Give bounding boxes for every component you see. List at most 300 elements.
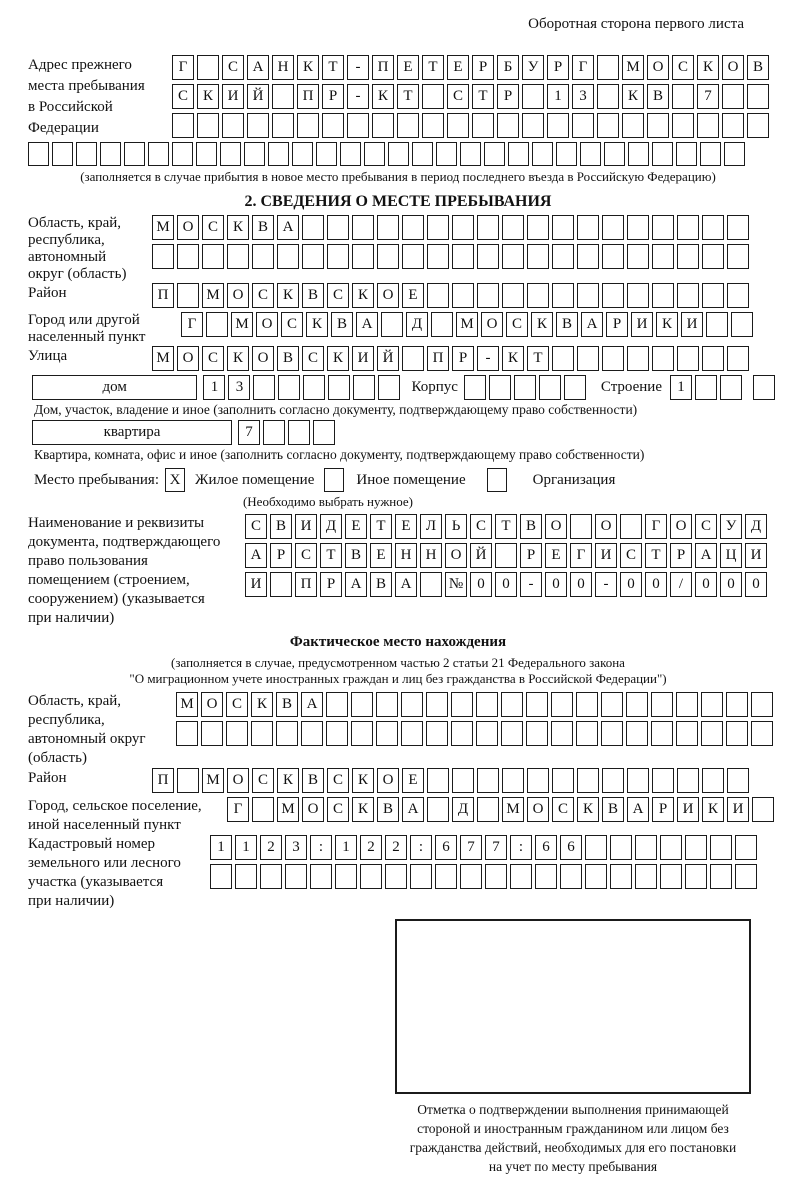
char-cell[interactable]: Т [370, 514, 392, 539]
char-cell[interactable]: Т [322, 55, 344, 80]
char-cell[interactable] [426, 721, 448, 746]
char-cell[interactable] [722, 84, 744, 109]
char-cell[interactable]: И [352, 346, 374, 371]
inoe-checkbox[interactable] [324, 468, 344, 492]
char-cell[interactable] [477, 215, 499, 240]
char-cell[interactable]: В [270, 514, 292, 539]
char-cell[interactable] [576, 721, 598, 746]
char-cell[interactable] [426, 692, 448, 717]
char-cell[interactable]: К [702, 797, 724, 822]
char-cell[interactable]: О [595, 514, 617, 539]
char-cell[interactable]: Р [670, 543, 692, 568]
char-cell[interactable]: Р [322, 84, 344, 109]
char-cell[interactable] [148, 142, 169, 166]
char-cell[interactable]: О [377, 768, 399, 793]
char-cell[interactable] [402, 244, 424, 269]
raion-cells[interactable] [152, 283, 752, 308]
char-cell[interactable] [451, 721, 473, 746]
char-cell[interactable] [285, 864, 307, 889]
char-cell[interactable]: И [677, 797, 699, 822]
char-cell[interactable] [340, 142, 361, 166]
char-cell[interactable] [602, 346, 624, 371]
char-cell[interactable] [124, 142, 145, 166]
char-cell[interactable] [577, 215, 599, 240]
char-cell[interactable] [753, 375, 775, 400]
char-cell[interactable] [431, 312, 453, 337]
char-cell[interactable] [288, 420, 310, 445]
kadastr-row-1[interactable] [210, 835, 760, 860]
oblast-row-2[interactable] [152, 244, 752, 269]
char-cell[interactable] [577, 244, 599, 269]
char-cell[interactable]: В [647, 84, 669, 109]
char-cell[interactable]: К [502, 346, 524, 371]
char-cell[interactable]: Р [547, 55, 569, 80]
char-cell[interactable] [724, 142, 745, 166]
char-cell[interactable]: С [506, 312, 528, 337]
char-cell[interactable] [227, 244, 249, 269]
char-cell[interactable]: А [345, 572, 367, 597]
char-cell[interactable]: Т [397, 84, 419, 109]
char-cell[interactable] [76, 142, 97, 166]
char-cell[interactable] [253, 375, 275, 400]
char-cell[interactable] [210, 864, 232, 889]
char-cell[interactable]: О [252, 346, 274, 371]
char-cell[interactable]: 3 [572, 84, 594, 109]
char-cell[interactable] [685, 835, 707, 860]
char-cell[interactable]: О [201, 692, 223, 717]
char-cell[interactable] [278, 375, 300, 400]
char-cell[interactable] [710, 864, 732, 889]
char-cell[interactable]: 0 [495, 572, 517, 597]
char-cell[interactable]: П [152, 768, 174, 793]
char-cell[interactable]: К [197, 84, 219, 109]
char-cell[interactable]: О [445, 543, 467, 568]
prev-address-row-2[interactable] [172, 84, 772, 109]
char-cell[interactable]: М [202, 283, 224, 308]
char-cell[interactable] [720, 375, 742, 400]
char-cell[interactable] [731, 312, 753, 337]
char-cell[interactable]: Т [422, 55, 444, 80]
oblast-row-1[interactable] [152, 215, 752, 240]
char-cell[interactable]: Р [497, 84, 519, 109]
char-cell[interactable] [385, 864, 407, 889]
char-cell[interactable] [510, 864, 532, 889]
char-cell[interactable] [610, 835, 632, 860]
char-cell[interactable]: М [456, 312, 478, 337]
char-cell[interactable] [252, 797, 274, 822]
char-cell[interactable] [560, 864, 582, 889]
char-cell[interactable]: К [531, 312, 553, 337]
char-cell[interactable]: И [745, 543, 767, 568]
char-cell[interactable]: - [595, 572, 617, 597]
char-cell[interactable]: 7 [485, 835, 507, 860]
char-cell[interactable] [377, 215, 399, 240]
char-cell[interactable] [376, 721, 398, 746]
char-cell[interactable] [597, 113, 619, 138]
char-cell[interactable] [260, 864, 282, 889]
char-cell[interactable] [602, 283, 624, 308]
char-cell[interactable]: П [295, 572, 317, 597]
char-cell[interactable]: 0 [720, 572, 742, 597]
char-cell[interactable] [727, 244, 749, 269]
char-cell[interactable] [484, 142, 505, 166]
char-cell[interactable] [303, 375, 325, 400]
char-cell[interactable] [402, 215, 424, 240]
char-cell[interactable] [651, 692, 673, 717]
char-cell[interactable] [647, 113, 669, 138]
char-cell[interactable]: Й [377, 346, 399, 371]
char-cell[interactable]: Е [395, 514, 417, 539]
org-checkbox[interactable] [487, 468, 507, 492]
char-cell[interactable] [604, 142, 625, 166]
char-cell[interactable] [552, 283, 574, 308]
char-cell[interactable] [460, 864, 482, 889]
char-cell[interactable]: Т [527, 346, 549, 371]
char-cell[interactable] [672, 84, 694, 109]
char-cell[interactable]: Т [320, 543, 342, 568]
char-cell[interactable] [501, 721, 523, 746]
char-cell[interactable] [570, 514, 592, 539]
char-cell[interactable] [576, 692, 598, 717]
char-cell[interactable] [522, 84, 544, 109]
char-cell[interactable] [485, 864, 507, 889]
char-cell[interactable]: С [327, 283, 349, 308]
char-cell[interactable]: С [470, 514, 492, 539]
char-cell[interactable] [628, 142, 649, 166]
char-cell[interactable] [495, 543, 517, 568]
char-cell[interactable] [620, 514, 642, 539]
char-cell[interactable]: 7 [697, 84, 719, 109]
char-cell[interactable]: С [295, 543, 317, 568]
char-cell[interactable]: А [402, 797, 424, 822]
prev-address-row-1[interactable] [172, 55, 772, 80]
char-cell[interactable] [272, 84, 294, 109]
char-cell[interactable]: 1 [235, 835, 257, 860]
char-cell[interactable]: : [510, 835, 532, 860]
char-cell[interactable]: 0 [570, 572, 592, 597]
char-cell[interactable]: 1 [335, 835, 357, 860]
char-cell[interactable] [660, 835, 682, 860]
char-cell[interactable] [527, 768, 549, 793]
char-cell[interactable] [601, 721, 623, 746]
char-cell[interactable] [177, 768, 199, 793]
ulitsa-cells[interactable] [152, 346, 752, 371]
char-cell[interactable] [602, 215, 624, 240]
char-cell[interactable] [452, 283, 474, 308]
char-cell[interactable] [727, 283, 749, 308]
char-cell[interactable] [532, 142, 553, 166]
char-cell[interactable]: 0 [545, 572, 567, 597]
char-cell[interactable] [502, 215, 524, 240]
char-cell[interactable]: К [352, 768, 374, 793]
char-cell[interactable] [302, 215, 324, 240]
char-cell[interactable] [626, 721, 648, 746]
char-cell[interactable]: Р [320, 572, 342, 597]
char-cell[interactable] [268, 142, 289, 166]
char-cell[interactable] [627, 244, 649, 269]
char-cell[interactable]: Р [270, 543, 292, 568]
char-cell[interactable]: О [545, 514, 567, 539]
char-cell[interactable] [539, 375, 561, 400]
char-cell[interactable] [252, 244, 274, 269]
char-cell[interactable]: Г [572, 55, 594, 80]
char-cell[interactable]: М [202, 768, 224, 793]
char-cell[interactable] [197, 55, 219, 80]
char-cell[interactable]: С [695, 514, 717, 539]
char-cell[interactable]: О [227, 283, 249, 308]
kvartira-type-box[interactable]: квартира [32, 420, 232, 445]
char-cell[interactable]: 2 [385, 835, 407, 860]
char-cell[interactable] [702, 244, 724, 269]
char-cell[interactable]: С [552, 797, 574, 822]
char-cell[interactable]: И [222, 84, 244, 109]
char-cell[interactable]: 1 [203, 375, 225, 400]
char-cell[interactable] [556, 142, 577, 166]
char-cell[interactable]: О [256, 312, 278, 337]
char-cell[interactable]: 2 [360, 835, 382, 860]
char-cell[interactable] [247, 113, 269, 138]
char-cell[interactable] [735, 864, 757, 889]
char-cell[interactable] [388, 142, 409, 166]
char-cell[interactable] [702, 283, 724, 308]
stroenie-cells[interactable] [670, 375, 745, 400]
char-cell[interactable]: Н [395, 543, 417, 568]
char-cell[interactable] [727, 346, 749, 371]
char-cell[interactable]: Р [652, 797, 674, 822]
char-cell[interactable] [701, 721, 723, 746]
char-cell[interactable] [347, 113, 369, 138]
char-cell[interactable]: К [297, 55, 319, 80]
char-cell[interactable]: К [697, 55, 719, 80]
char-cell[interactable] [364, 142, 385, 166]
char-cell[interactable] [635, 864, 657, 889]
char-cell[interactable] [602, 768, 624, 793]
char-cell[interactable]: Н [420, 543, 442, 568]
document-row-2[interactable] [245, 543, 770, 568]
char-cell[interactable]: О [722, 55, 744, 80]
char-cell[interactable] [751, 692, 773, 717]
char-cell[interactable] [527, 215, 549, 240]
char-cell[interactable] [397, 113, 419, 138]
char-cell[interactable] [477, 797, 499, 822]
char-cell[interactable] [695, 375, 717, 400]
char-cell[interactable]: А [695, 543, 717, 568]
char-cell[interactable] [627, 768, 649, 793]
char-cell[interactable] [676, 721, 698, 746]
char-cell[interactable] [622, 113, 644, 138]
char-cell[interactable]: В [556, 312, 578, 337]
char-cell[interactable] [727, 215, 749, 240]
char-cell[interactable] [747, 113, 769, 138]
kvartira-cells[interactable] [238, 420, 338, 445]
char-cell[interactable] [676, 692, 698, 717]
char-cell[interactable] [402, 346, 424, 371]
char-cell[interactable]: Й [470, 543, 492, 568]
char-cell[interactable]: К [577, 797, 599, 822]
char-cell[interactable] [351, 692, 373, 717]
char-cell[interactable]: Д [452, 797, 474, 822]
char-cell[interactable] [685, 864, 707, 889]
char-cell[interactable]: С [202, 346, 224, 371]
char-cell[interactable] [297, 113, 319, 138]
char-cell[interactable] [652, 244, 674, 269]
char-cell[interactable] [328, 375, 350, 400]
char-cell[interactable] [201, 721, 223, 746]
char-cell[interactable]: С [281, 312, 303, 337]
char-cell[interactable]: С [252, 768, 274, 793]
char-cell[interactable]: О [177, 346, 199, 371]
char-cell[interactable] [452, 768, 474, 793]
char-cell[interactable] [577, 346, 599, 371]
char-cell[interactable]: О [527, 797, 549, 822]
document-row-3[interactable] [245, 572, 770, 597]
char-cell[interactable] [527, 244, 549, 269]
char-cell[interactable] [477, 768, 499, 793]
fact-raion-cells[interactable] [152, 768, 752, 793]
char-cell[interactable] [677, 244, 699, 269]
char-cell[interactable] [526, 692, 548, 717]
char-cell[interactable]: 6 [435, 835, 457, 860]
char-cell[interactable] [672, 113, 694, 138]
char-cell[interactable]: С [302, 346, 324, 371]
char-cell[interactable] [597, 84, 619, 109]
char-cell[interactable] [452, 244, 474, 269]
char-cell[interactable] [427, 244, 449, 269]
char-cell[interactable] [176, 721, 198, 746]
char-cell[interactable] [610, 864, 632, 889]
char-cell[interactable]: С [252, 283, 274, 308]
char-cell[interactable]: С [202, 215, 224, 240]
char-cell[interactable]: И [681, 312, 703, 337]
char-cell[interactable]: / [670, 572, 692, 597]
char-cell[interactable]: А [356, 312, 378, 337]
char-cell[interactable] [489, 375, 511, 400]
char-cell[interactable]: 2 [260, 835, 282, 860]
char-cell[interactable]: М [277, 797, 299, 822]
char-cell[interactable] [572, 113, 594, 138]
char-cell[interactable]: Е [345, 514, 367, 539]
char-cell[interactable] [422, 113, 444, 138]
gorod-cells[interactable] [181, 312, 756, 337]
char-cell[interactable] [727, 768, 749, 793]
fact-oblast-row-2[interactable] [176, 721, 776, 746]
char-cell[interactable]: В [276, 692, 298, 717]
char-cell[interactable] [412, 142, 433, 166]
char-cell[interactable]: Е [370, 543, 392, 568]
char-cell[interactable] [547, 113, 569, 138]
char-cell[interactable] [552, 768, 574, 793]
char-cell[interactable] [352, 215, 374, 240]
char-cell[interactable] [577, 283, 599, 308]
char-cell[interactable] [702, 215, 724, 240]
char-cell[interactable]: Т [472, 84, 494, 109]
char-cell[interactable]: И [245, 572, 267, 597]
char-cell[interactable] [677, 768, 699, 793]
char-cell[interactable] [381, 312, 403, 337]
char-cell[interactable]: - [347, 55, 369, 80]
char-cell[interactable]: Р [520, 543, 542, 568]
char-cell[interactable]: В [602, 797, 624, 822]
char-cell[interactable] [652, 346, 674, 371]
char-cell[interactable] [202, 244, 224, 269]
char-cell[interactable] [514, 375, 536, 400]
char-cell[interactable] [172, 113, 194, 138]
char-cell[interactable]: Е [402, 283, 424, 308]
char-cell[interactable]: К [352, 283, 374, 308]
char-cell[interactable]: Й [247, 84, 269, 109]
char-cell[interactable]: А [395, 572, 417, 597]
char-cell[interactable] [378, 375, 400, 400]
char-cell[interactable] [263, 420, 285, 445]
char-cell[interactable]: С [327, 768, 349, 793]
char-cell[interactable]: В [302, 283, 324, 308]
char-cell[interactable]: П [297, 84, 319, 109]
char-cell[interactable] [697, 113, 719, 138]
char-cell[interactable]: М [152, 346, 174, 371]
char-cell[interactable] [527, 283, 549, 308]
char-cell[interactable]: 1 [547, 84, 569, 109]
char-cell[interactable] [710, 835, 732, 860]
char-cell[interactable] [701, 692, 723, 717]
char-cell[interactable] [427, 768, 449, 793]
char-cell[interactable] [602, 244, 624, 269]
char-cell[interactable] [706, 312, 728, 337]
char-cell[interactable] [177, 244, 199, 269]
char-cell[interactable]: Н [272, 55, 294, 80]
char-cell[interactable] [627, 215, 649, 240]
char-cell[interactable]: А [245, 543, 267, 568]
char-cell[interactable]: 1 [210, 835, 232, 860]
fact-gorod-cells[interactable] [227, 797, 777, 822]
char-cell[interactable] [353, 375, 375, 400]
char-cell[interactable] [226, 721, 248, 746]
char-cell[interactable] [335, 864, 357, 889]
char-cell[interactable] [651, 721, 673, 746]
char-cell[interactable] [196, 142, 217, 166]
char-cell[interactable]: К [251, 692, 273, 717]
char-cell[interactable]: Ь [445, 514, 467, 539]
char-cell[interactable] [351, 721, 373, 746]
char-cell[interactable]: С [672, 55, 694, 80]
char-cell[interactable]: : [310, 835, 332, 860]
char-cell[interactable]: Л [420, 514, 442, 539]
char-cell[interactable] [635, 835, 657, 860]
char-cell[interactable]: - [347, 84, 369, 109]
char-cell[interactable]: Г [227, 797, 249, 822]
kadastr-row-2[interactable] [210, 864, 760, 889]
char-cell[interactable] [172, 142, 193, 166]
char-cell[interactable] [508, 142, 529, 166]
char-cell[interactable] [372, 113, 394, 138]
char-cell[interactable] [352, 244, 374, 269]
char-cell[interactable]: № [445, 572, 467, 597]
char-cell[interactable] [401, 721, 423, 746]
char-cell[interactable] [502, 244, 524, 269]
char-cell[interactable]: К [327, 346, 349, 371]
char-cell[interactable] [100, 142, 121, 166]
char-cell[interactable] [676, 142, 697, 166]
char-cell[interactable]: С [245, 514, 267, 539]
char-cell[interactable] [447, 113, 469, 138]
char-cell[interactable]: О [647, 55, 669, 80]
char-cell[interactable]: Д [406, 312, 428, 337]
korpus-cells[interactable] [464, 375, 589, 400]
char-cell[interactable]: В [277, 346, 299, 371]
char-cell[interactable]: О [302, 797, 324, 822]
char-cell[interactable] [652, 215, 674, 240]
char-cell[interactable]: О [177, 215, 199, 240]
char-cell[interactable] [327, 244, 349, 269]
